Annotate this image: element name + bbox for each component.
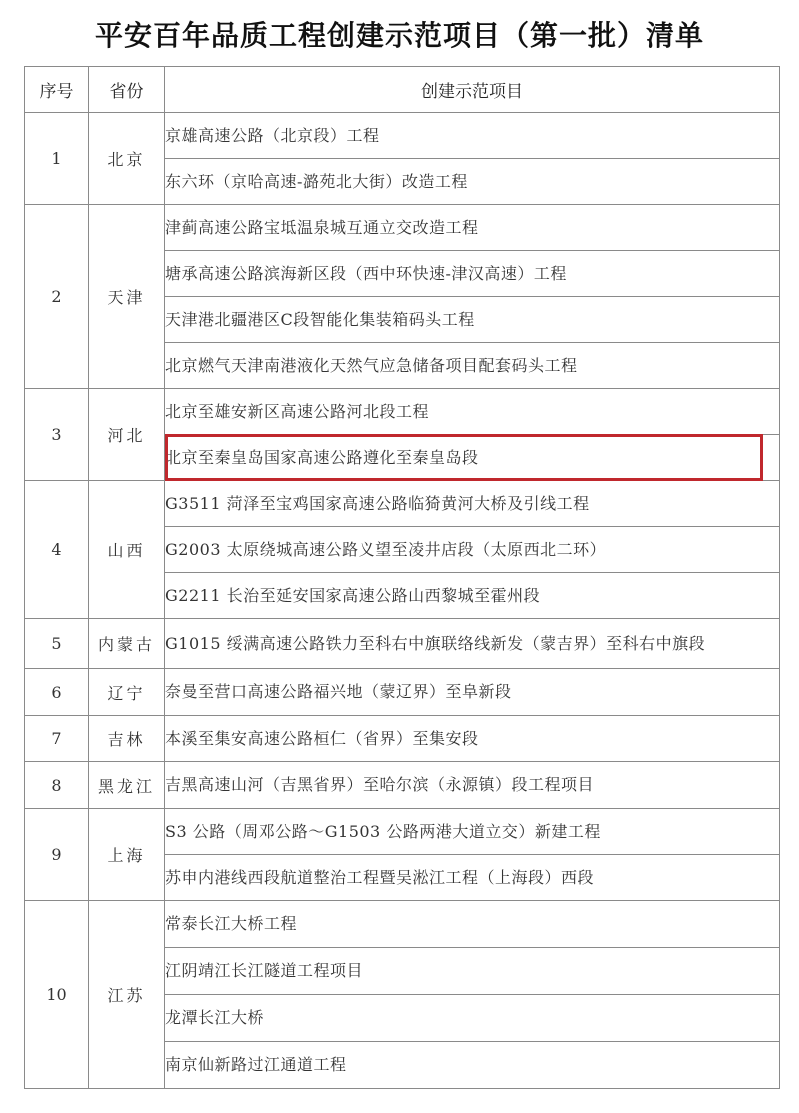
seq-cell: 9 <box>25 809 89 901</box>
table-row <box>25 205 780 251</box>
header-province: 省份 <box>89 67 165 113</box>
project-cell: 津蓟高速公路宝坻温泉城互通立交改造工程 <box>165 205 780 251</box>
province-cell: 上海 <box>89 809 165 901</box>
table-row <box>25 809 780 855</box>
table-header-row <box>25 67 780 113</box>
province-cell: 天津 <box>89 205 165 389</box>
project-cell: 天津港北疆港区C段智能化集装箱码头工程 <box>165 297 780 343</box>
project-cell: 苏申内港线西段航道整治工程暨吴淞江工程（上海段）西段 <box>165 855 780 901</box>
table-row <box>25 716 780 762</box>
table-row <box>25 481 780 527</box>
project-cell: 北京燃气天津南港液化天然气应急储备项目配套码头工程 <box>165 343 780 389</box>
project-cell: S3 公路（周邓公路～G1503 公路两港大道立交）新建工程 <box>165 809 780 855</box>
project-cell: 京雄高速公路（北京段）工程 <box>165 113 780 159</box>
project-cell: 江阴靖江长江隧道工程项目 <box>165 948 780 995</box>
province-cell: 北京 <box>89 113 165 205</box>
page-title: 平安百年品质工程创建示范项目（第一批）清单 <box>94 19 704 52</box>
project-table <box>24 66 780 1089</box>
province-cell: 江苏 <box>89 901 165 1089</box>
project-cell: 塘承高速公路滨海新区段（西中环快速-津汉高速）工程 <box>165 251 780 297</box>
table-row <box>25 389 780 435</box>
seq-cell: 2 <box>25 205 89 389</box>
project-cell: 本溪至集安高速公路桓仁（省界）至集安段 <box>165 716 780 762</box>
table-body <box>25 113 780 1089</box>
province-cell: 辽宁 <box>89 669 165 716</box>
seq-cell: 3 <box>25 389 89 481</box>
seq-cell: 5 <box>25 619 89 669</box>
project-cell: G2211 长治至延安国家高速公路山西黎城至霍州段 <box>165 573 780 619</box>
province-cell: 山西 <box>89 481 165 619</box>
project-cell: 南京仙新路过江通道工程 <box>165 1042 780 1089</box>
seq-cell: 10 <box>25 901 89 1089</box>
table-row <box>25 762 780 809</box>
header-project: 创建示范项目 <box>165 67 780 113</box>
table-row <box>25 113 780 159</box>
province-cell: 吉林 <box>89 716 165 762</box>
seq-cell: 4 <box>25 481 89 619</box>
seq-cell: 6 <box>25 669 89 716</box>
project-cell: G2003 太原绕城高速公路义望至凌井店段（太原西北二环） <box>165 527 780 573</box>
header-seq: 序号 <box>25 67 89 113</box>
project-cell: 常泰长江大桥工程 <box>165 901 780 948</box>
seq-cell: 7 <box>25 716 89 762</box>
province-cell: 内蒙古 <box>89 619 165 669</box>
province-cell: 河北 <box>89 389 165 481</box>
project-cell: 吉黑高速山河（吉黑省界）至哈尔滨（永源镇）段工程项目 <box>165 762 780 809</box>
project-cell: 北京至秦皇岛国家高速公路遵化至秦皇岛段 <box>165 435 780 481</box>
table-row <box>25 901 780 948</box>
project-cell: G1015 绥满高速公路铁力至科右中旗联络线新发（蒙吉界）至科右中旗段 <box>165 619 780 669</box>
project-cell: 龙潭长江大桥 <box>165 995 780 1042</box>
table-row <box>25 669 780 716</box>
project-cell: 北京至雄安新区高速公路河北段工程 <box>165 389 780 435</box>
table-row <box>25 619 780 669</box>
project-cell: G3511 菏泽至宝鸡国家高速公路临猗黄河大桥及引线工程 <box>165 481 780 527</box>
seq-cell: 8 <box>25 762 89 809</box>
project-cell: 奈曼至营口高速公路福兴地（蒙辽界）至阜新段 <box>165 669 780 716</box>
seq-cell: 1 <box>25 113 89 205</box>
province-cell: 黑龙江 <box>89 762 165 809</box>
project-cell: 东六环（京哈高速-潞苑北大街）改造工程 <box>165 159 780 205</box>
